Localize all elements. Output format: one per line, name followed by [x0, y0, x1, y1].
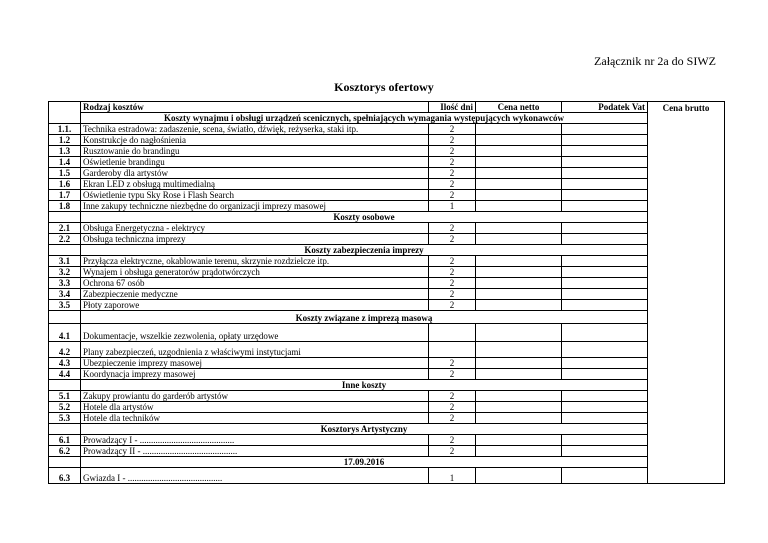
- net-price-cell: [476, 124, 562, 135]
- days-count: 2: [429, 179, 476, 190]
- cost-name: Ekran LED z obsługą multimedialną: [81, 179, 429, 190]
- table-row: [49, 446, 725, 457]
- days-count: 2: [429, 300, 476, 311]
- days-count: [429, 324, 476, 342]
- table-row: [49, 190, 725, 201]
- gross-price-cell: [648, 201, 725, 212]
- row-number: 1.2: [49, 135, 81, 146]
- table-row: [49, 402, 725, 413]
- section-title: Koszty związane z imprezą masową: [81, 311, 648, 324]
- gross-price-cell: [648, 278, 725, 289]
- vat-cell: [562, 413, 648, 424]
- gross-cell: [648, 245, 725, 256]
- lp-header-cell: [49, 102, 81, 113]
- vat-cell: [562, 201, 648, 212]
- cost-name: Dokumentacje, wszelkie zezwolenia, opłaty urzędowe: [81, 324, 429, 342]
- table-row: [49, 300, 725, 311]
- net-price-cell: [476, 342, 562, 358]
- lp-cell: [49, 311, 81, 324]
- gross-price-cell: [648, 157, 725, 168]
- net-price-cell: [476, 168, 562, 179]
- gross-cell: [648, 424, 725, 435]
- header-gross: Cena brutto: [648, 102, 725, 113]
- gross-price-cell: [648, 234, 725, 245]
- gross-price-cell: [648, 168, 725, 179]
- section-header-row: [49, 212, 725, 223]
- days-count: 2: [429, 157, 476, 168]
- days-count: [429, 342, 476, 358]
- section-header-row: [49, 424, 725, 435]
- vat-cell: [562, 223, 648, 234]
- days-count: 2: [429, 289, 476, 300]
- days-count: 2: [429, 369, 476, 380]
- section-title: 17.09.2016: [81, 457, 648, 468]
- days-count: 2: [429, 278, 476, 289]
- gross-price-cell: [648, 179, 725, 190]
- days-count: 2: [429, 402, 476, 413]
- gross-cell: [648, 113, 725, 124]
- gross-price-cell: [648, 446, 725, 457]
- cost-name: Prowadzący II - ..........................................: [81, 446, 429, 457]
- gross-price-cell: [648, 146, 725, 157]
- vat-cell: [562, 300, 648, 311]
- gross-price-cell: [648, 267, 725, 278]
- vat-cell: [562, 391, 648, 402]
- table-row: [49, 256, 725, 267]
- days-count: 2: [429, 446, 476, 457]
- row-number: 6.1: [49, 435, 81, 446]
- gross-price-cell: [648, 358, 725, 369]
- section-header-row: [49, 113, 725, 124]
- vat-cell: [562, 468, 648, 484]
- cost-name: Oświetlenie brandingu: [81, 157, 429, 168]
- vat-cell: [562, 168, 648, 179]
- row-number: 4.4: [49, 369, 81, 380]
- days-count: 1: [429, 468, 476, 484]
- vat-cell: [562, 435, 648, 446]
- vat-cell: [562, 267, 648, 278]
- row-number: 5.3: [49, 413, 81, 424]
- row-number: 1.6: [49, 179, 81, 190]
- days-count: 2: [429, 413, 476, 424]
- section-header-row: [49, 245, 725, 256]
- lp-cell: [49, 457, 81, 468]
- row-number: 2.1: [49, 223, 81, 234]
- header-name: Rodzaj kosztów: [81, 102, 429, 113]
- table-row: [49, 435, 725, 446]
- gross-price-cell: [648, 324, 725, 342]
- days-count: 2: [429, 168, 476, 179]
- lp-cell: [49, 380, 81, 391]
- net-price-cell: [476, 402, 562, 413]
- vat-cell: [562, 278, 648, 289]
- table-row: [49, 157, 725, 168]
- table-row: [49, 234, 725, 245]
- section-header-row: [49, 380, 725, 391]
- net-price-cell: [476, 267, 562, 278]
- net-price-cell: [476, 256, 562, 267]
- cost-name: Zakupy prowiantu do garderób artystów: [81, 391, 429, 402]
- days-count: 2: [429, 146, 476, 157]
- gross-price-cell: [648, 468, 725, 484]
- row-number: 3.3: [49, 278, 81, 289]
- gross-price-cell: [648, 190, 725, 201]
- cost-name: Oświetlenie typu Sky Rose i Flash Search: [81, 190, 429, 201]
- vat-cell: [562, 402, 648, 413]
- row-number: 6.2: [49, 446, 81, 457]
- net-price-cell: [476, 413, 562, 424]
- days-count: 2: [429, 256, 476, 267]
- cost-name: Obsługa techniczna imprezy: [81, 234, 429, 245]
- days-count: 2: [429, 124, 476, 135]
- vat-cell: [562, 157, 648, 168]
- days-count: 2: [429, 391, 476, 402]
- row-number: 3.2: [49, 267, 81, 278]
- days-count: 2: [429, 358, 476, 369]
- days-count: 2: [429, 135, 476, 146]
- row-number: 1.5: [49, 168, 81, 179]
- vat-cell: [562, 289, 648, 300]
- net-price-cell: [476, 190, 562, 201]
- vat-cell: [562, 146, 648, 157]
- lp-cell: [49, 245, 81, 256]
- gross-price-cell: [648, 300, 725, 311]
- section-title: Koszty zabezpieczenia imprezy: [81, 245, 648, 256]
- table-row: [49, 358, 725, 369]
- table-row: [49, 468, 725, 484]
- net-price-cell: [476, 324, 562, 342]
- table-row: [49, 369, 725, 380]
- row-number: 6.3: [49, 468, 81, 484]
- vat-cell: [562, 190, 648, 201]
- vat-cell: [562, 324, 648, 342]
- table-row: [49, 413, 725, 424]
- net-price-cell: [476, 300, 562, 311]
- net-price-cell: [476, 234, 562, 245]
- row-number: 4.3: [49, 358, 81, 369]
- table-header-row: [49, 102, 725, 113]
- cost-name: Inne zakupy techniczne niezbędne do organizacji imprezy masowej: [81, 201, 429, 212]
- lp-cell: [49, 212, 81, 223]
- net-price-cell: [476, 358, 562, 369]
- net-price-cell: [476, 278, 562, 289]
- header-vat: Podatek Vat: [562, 102, 648, 113]
- gross-price-cell: [648, 124, 725, 135]
- cost-estimate-table: [48, 101, 725, 484]
- cost-name: Przyłącza elektryczne, okablowanie terenu, skrzynie rozdzielcze itp.: [81, 256, 429, 267]
- vat-cell: [562, 358, 648, 369]
- cost-name: Obsługa Energetyczna - elektrycy: [81, 223, 429, 234]
- days-count: 2: [429, 190, 476, 201]
- gross-price-cell: [648, 289, 725, 300]
- section-header-row: [49, 311, 725, 324]
- table-row: [49, 278, 725, 289]
- header-qty: Ilość dni: [429, 102, 476, 113]
- net-price-cell: [476, 179, 562, 190]
- vat-cell: [562, 369, 648, 380]
- gross-price-cell: [648, 369, 725, 380]
- table-row: [49, 324, 725, 342]
- vat-cell: [562, 234, 648, 245]
- cost-name: Hotele dla techników: [81, 413, 429, 424]
- net-price-cell: [476, 289, 562, 300]
- days-count: 1: [429, 201, 476, 212]
- vat-cell: [562, 342, 648, 358]
- section-header-row: [49, 457, 725, 468]
- net-price-cell: [476, 223, 562, 234]
- section-title: Koszty osobowe: [81, 212, 648, 223]
- row-number: 1.7: [49, 190, 81, 201]
- cost-name: Prowadzący I - ..........................................: [81, 435, 429, 446]
- lp-cell: [49, 113, 81, 124]
- net-price-cell: [476, 435, 562, 446]
- cost-name: Konstrukcje do nagłośnienia: [81, 135, 429, 146]
- gross-price-cell: [648, 391, 725, 402]
- table-row: [49, 223, 725, 234]
- net-price-cell: [476, 369, 562, 380]
- gross-price-cell: [648, 413, 725, 424]
- net-price-cell: [476, 391, 562, 402]
- row-number: 4.2: [49, 342, 81, 358]
- net-price-cell: [476, 446, 562, 457]
- net-price-cell: [476, 135, 562, 146]
- table-row: [49, 342, 725, 358]
- net-price-cell: [476, 468, 562, 484]
- gross-price-cell: [648, 435, 725, 446]
- vat-cell: [562, 124, 648, 135]
- gross-cell: [648, 311, 725, 324]
- gross-price-cell: [648, 223, 725, 234]
- days-count: 2: [429, 223, 476, 234]
- row-number: 1.3: [49, 146, 81, 157]
- table-row: [49, 146, 725, 157]
- days-count: 2: [429, 435, 476, 446]
- row-number: 4.1: [49, 324, 81, 342]
- vat-cell: [562, 179, 648, 190]
- row-number: 1.8: [49, 201, 81, 212]
- row-number: 2.2: [49, 234, 81, 245]
- table-row: [49, 168, 725, 179]
- net-price-cell: [476, 146, 562, 157]
- section-title: Kosztorys Artystyczny: [81, 424, 648, 435]
- table-row: [49, 201, 725, 212]
- row-number: 1.1.: [49, 124, 81, 135]
- lp-cell: [49, 424, 81, 435]
- document-title: Kosztorys ofertowy: [334, 80, 434, 94]
- vat-cell: [562, 256, 648, 267]
- row-number: 1.4: [49, 157, 81, 168]
- gross-price-cell: [648, 402, 725, 413]
- net-price-cell: [476, 157, 562, 168]
- cost-name: Hotele dla artystów: [81, 402, 429, 413]
- cost-name: Ochrona 67 osób: [81, 278, 429, 289]
- cost-name: Gwiazda I - ..........................................: [81, 468, 429, 484]
- gross-price-cell: [648, 256, 725, 267]
- cost-name: Ubezpieczenie imprezy masowej: [81, 358, 429, 369]
- gross-cell: [648, 457, 725, 468]
- gross-price-cell: [648, 342, 725, 358]
- header-net: Cena netto: [476, 102, 562, 113]
- cost-name: Koordynacja imprezy masowej: [81, 369, 429, 380]
- table-row: [49, 391, 725, 402]
- row-number: 5.2: [49, 402, 81, 413]
- row-number: 3.5: [49, 300, 81, 311]
- cost-name: Wynajem i obsługa generatorów prądotwórczych: [81, 267, 429, 278]
- gross-cell: [648, 380, 725, 391]
- vat-cell: [562, 135, 648, 146]
- attachment-label: Załącznik nr 2a do SIWZ: [594, 54, 716, 68]
- cost-name: Technika estradowa: zadaszenie, scena, światło, dźwięk, reżyserka, staki itp.: [81, 124, 429, 135]
- table-row: [49, 289, 725, 300]
- gross-price-cell: [648, 135, 725, 146]
- row-number: 5.1: [49, 391, 81, 402]
- days-count: 2: [429, 267, 476, 278]
- row-number: 3.1: [49, 256, 81, 267]
- cost-name: Płoty zaporowe: [81, 300, 429, 311]
- days-count: 2: [429, 234, 476, 245]
- net-price-cell: [476, 201, 562, 212]
- gross-cell: [648, 212, 725, 223]
- cost-name: Rusztowanie do brandingu: [81, 146, 429, 157]
- row-number: 3.4: [49, 289, 81, 300]
- cost-name: Plany zabezpieczeń, uzgodnienia z właściwymi instytucjami: [81, 342, 429, 358]
- table-row: [49, 179, 725, 190]
- cost-name: Garderoby dla artystów: [81, 168, 429, 179]
- table-row: [49, 267, 725, 278]
- table-row: [49, 135, 725, 146]
- cost-name: Zabezpieczenie medyczne: [81, 289, 429, 300]
- section-title: Inne koszty: [81, 380, 648, 391]
- table-row: [49, 124, 725, 135]
- section-title: Koszty wynajmu i obsługi urządzeń scenicznych, spełniających wymagania występujących wykonawców: [81, 113, 648, 124]
- vat-cell: [562, 446, 648, 457]
